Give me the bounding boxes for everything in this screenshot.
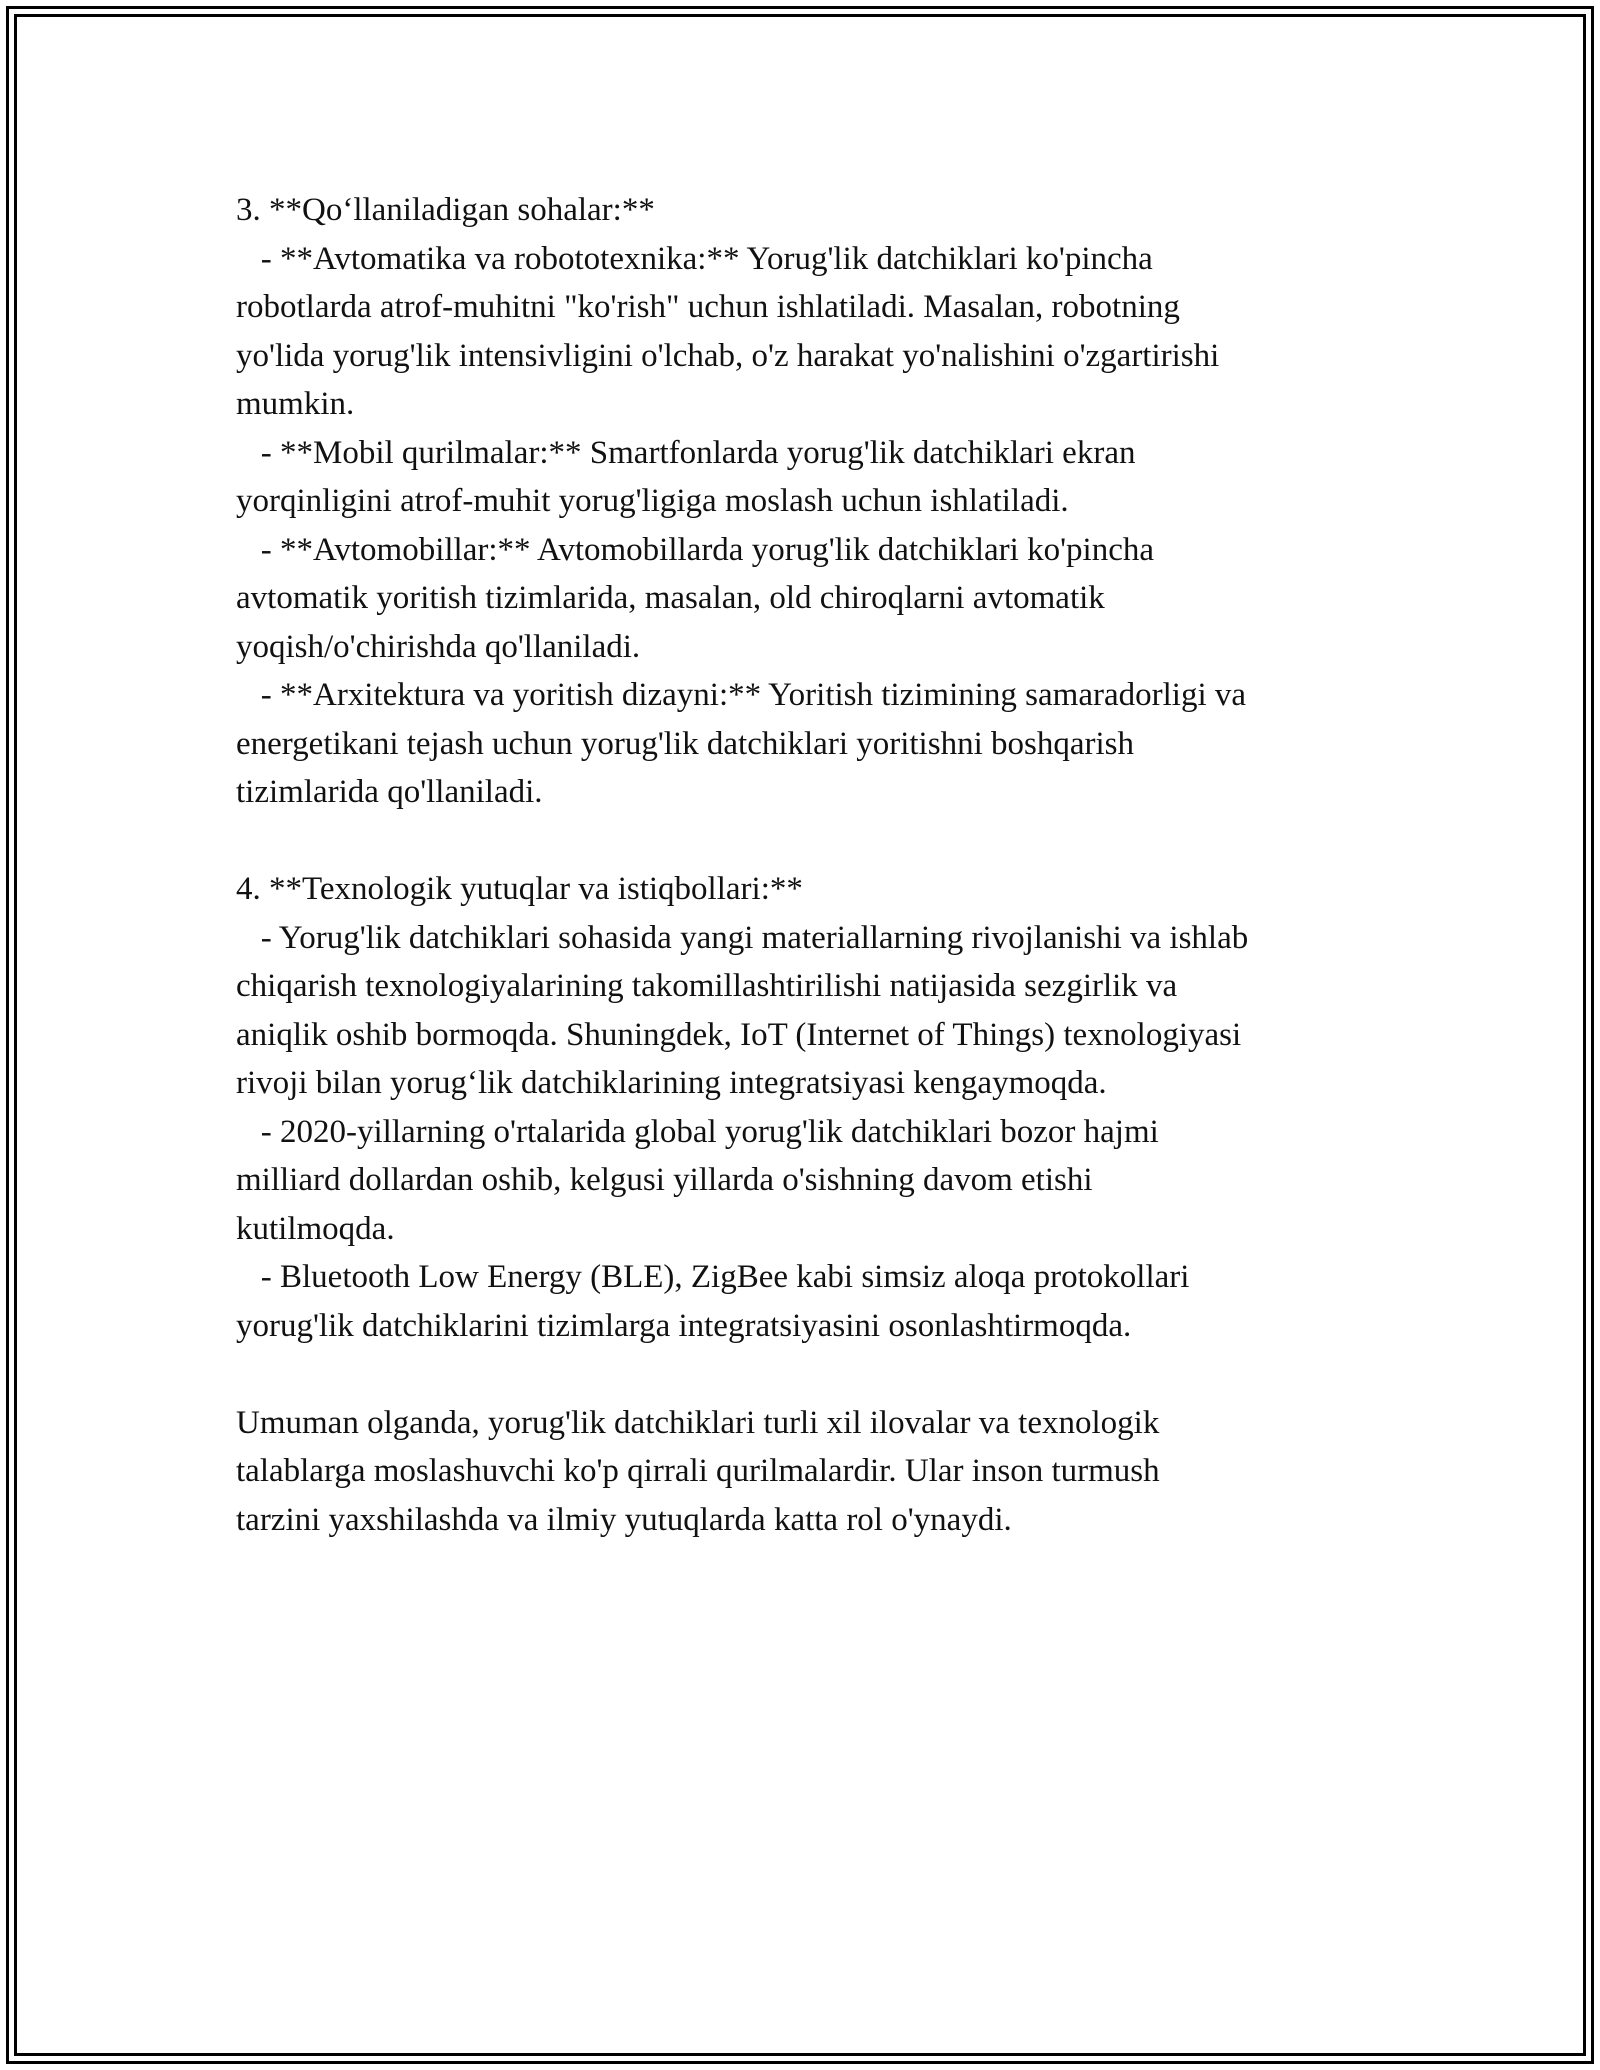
text-line: yorug'lik datchiklarini tizimlarga integratsiyasini osonlashtirmoqda.: [236, 1307, 1132, 1344]
section-4-heading: 4. **Texnologik yutuqlar va istiqbollari:**: [236, 871, 803, 907]
text-line: milliard dollardan oshib, kelgusi yillarda o'sishning davom etishi: [236, 1162, 1093, 1198]
paragraph-spacer: [236, 1350, 1406, 1399]
text-line: - **Avtomobillar:** Avtomobillarda yorug'lik datchiklari ko'pincha: [236, 531, 1154, 568]
section-4-item-materials: [236, 914, 1406, 1108]
section-3-heading: 3. **Qo‘llaniladigan sohalar:**: [236, 192, 655, 228]
text-line: - Bluetooth Low Energy (BLE), ZigBee kabi simsiz aloqa protokollari: [236, 1259, 1190, 1295]
paragraph-spacer: [236, 817, 1406, 866]
text-line: aniqlik oshib bormoqda. Shuningdek, IoT (Internet of Things) texnologiyasi: [236, 1016, 1242, 1053]
section-3: [236, 186, 1406, 817]
section-4: [236, 865, 1406, 1350]
text-line: talablarga moslashuvchi ko'p qirrali qurilmalardir. Ular inson turmush: [236, 1453, 1160, 1489]
text-line: - 2020-yillarning o'rtalarida global yorug'lik datchiklari bozor hajmi: [236, 1113, 1159, 1150]
section-3-item-cars: [236, 526, 1406, 672]
text-line: avtomatik yoritish tizimlarida, masalan, old chiroqlarni avtomatik: [236, 580, 1105, 616]
text-line: yo'lida yorug'lik intensivligini o'lchab, o'z harakat yo'nalishini o'zgartirishi: [236, 337, 1220, 374]
text-line: Umuman olganda, yorug'lik datchiklari turli xil ilovalar va texnologik: [236, 1404, 1160, 1441]
text-line: robotlarda atrof-muhitni "ko'rish" uchun ishlatiladi. Masalan, robotning: [236, 289, 1180, 325]
text-line: yoqish/o'chirishda qo'llaniladi.: [236, 628, 641, 665]
text-line: mumkin.: [236, 386, 355, 422]
text-line: - **Mobil qurilmalar:** Smartfonlarda yorug'lik datchiklari ekran: [236, 434, 1136, 471]
text-line: - Yorug'lik datchiklari sohasida yangi materiallarning rivojlanishi va ishlab: [236, 919, 1249, 956]
section-4-item-market: [236, 1108, 1406, 1254]
section-3-item-architecture: [236, 671, 1406, 817]
conclusion-paragraph: [236, 1399, 1406, 1545]
text-line: tizimlarida qo'llaniladi.: [236, 774, 543, 810]
text-line: chiqarish texnologiyalarining takomillashtirilishi natijasida sezgirlik va: [236, 968, 1178, 1004]
text-line: - **Arxitektura va yoritish dizayni:** Yoritish tizimining samaradorligi va: [236, 677, 1247, 713]
section-4-item-wireless: [236, 1253, 1406, 1350]
section-3-item-mobile: [236, 429, 1406, 526]
text-line: kutilmoqda.: [236, 1210, 395, 1247]
text-line: energetikani tejash uchun yorug'lik datchiklari yoritishni boshqarish: [236, 725, 1134, 762]
text-line: - **Avtomatika va robototexnika:** Yorug'lik datchiklari ko'pincha: [236, 240, 1153, 277]
text-line: tarzini yaxshilashda va ilmiy yutuqlarda katta rol o'ynaydi.: [236, 1501, 1012, 1538]
document-body: [236, 186, 1406, 1544]
section-3-item-automation: [236, 235, 1406, 429]
text-line: yorqinligini atrof-muhit yorug'ligiga moslash uchun ishlatiladi.: [236, 483, 1069, 519]
text-line: rivoji bilan yorug‘lik datchiklarining integratsiyasi kengaymoqda.: [236, 1065, 1107, 1101]
